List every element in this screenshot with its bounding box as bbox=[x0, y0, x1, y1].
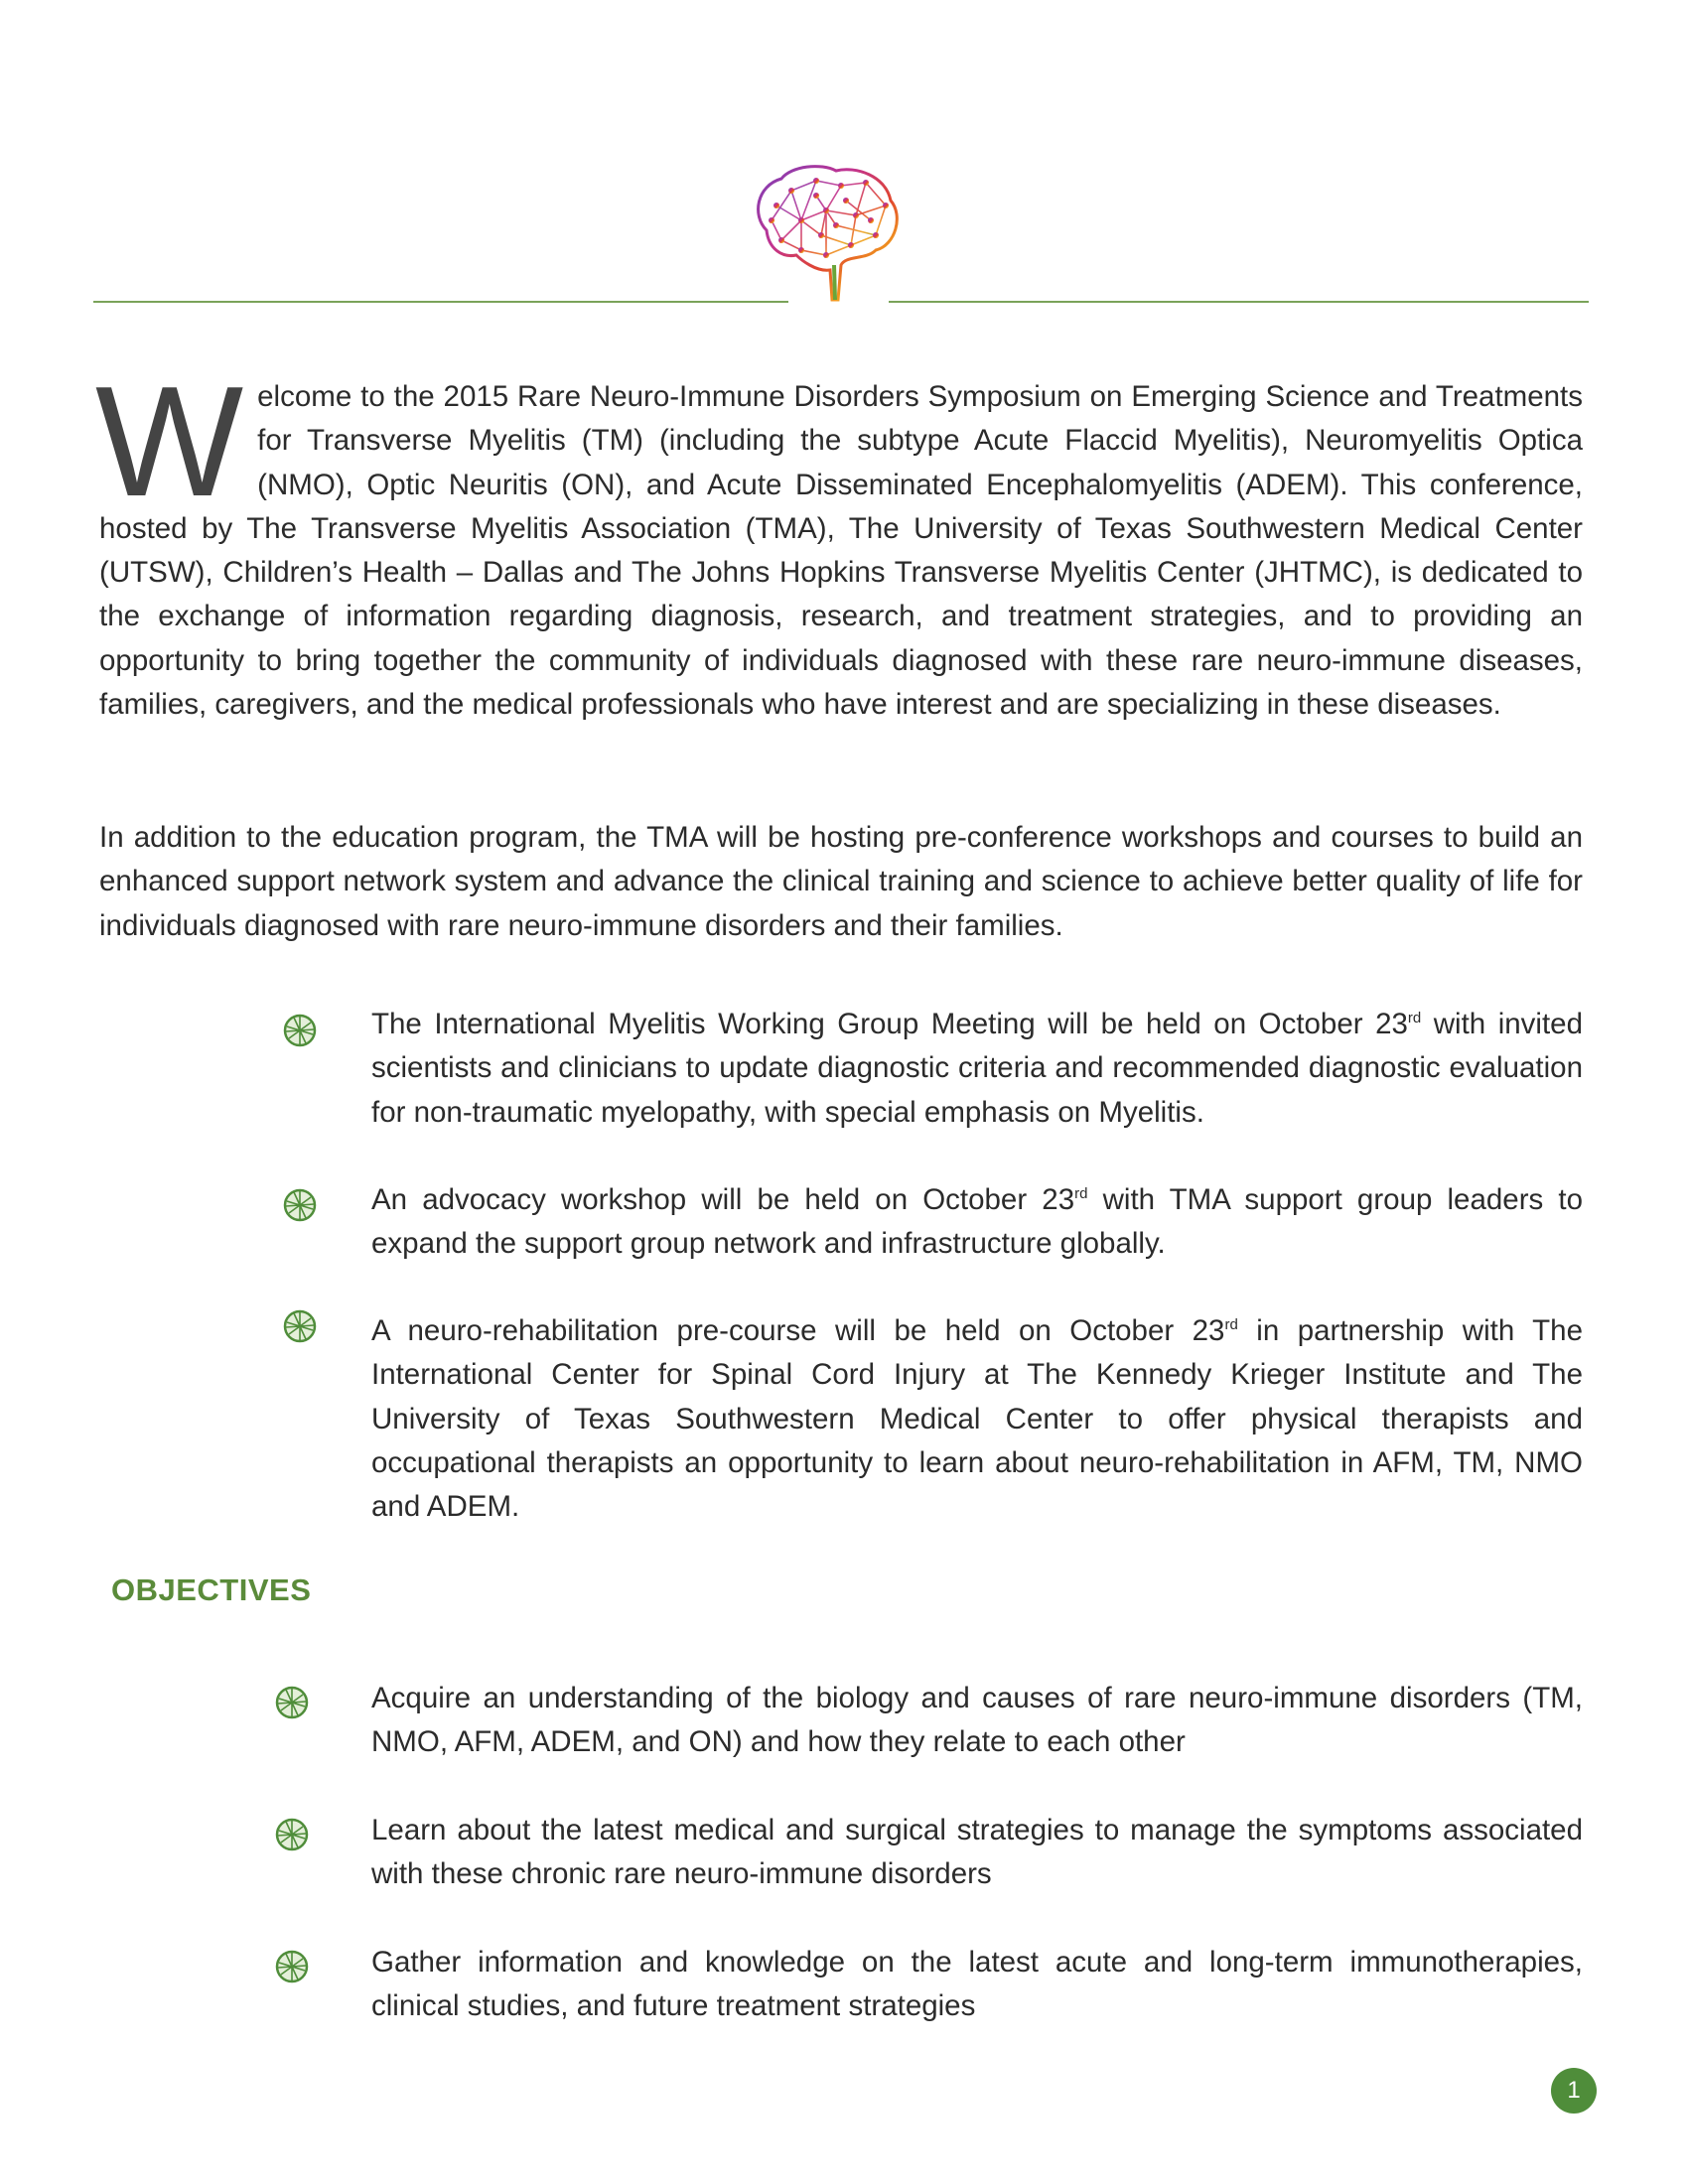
green-network-ball-icon bbox=[282, 1308, 318, 1344]
ordinal-suffix: rd bbox=[1224, 1316, 1238, 1334]
green-network-ball-icon bbox=[274, 1685, 310, 1720]
objectives-heading: OBJECTIVES bbox=[111, 1572, 312, 1607]
workshop-text: in partnership with The International Center for Spinal Cord Injury at The Kennedy Krieger Institute and The University of Texas Southwestern Medical Center to offer physical therapists and occupational therapists an opportunity to learn about neuro-rehabilitation in AFM, TM, NMO and ADEM. bbox=[371, 1314, 1583, 1524]
green-network-ball-icon bbox=[282, 1013, 318, 1048]
green-network-ball-icon bbox=[282, 1187, 318, 1223]
workshop-text: with invited scientists and clinicians to update diagnostic criteria and recommended diagnostic evaluation for non-traumatic myelopathy, with special emphasis on Myelitis. bbox=[371, 1008, 1583, 1129]
ordinal-suffix: rd bbox=[1407, 1010, 1422, 1027]
header-rule-left bbox=[93, 301, 788, 303]
workshop-text: An advocacy workshop will be held on October 23 bbox=[371, 1183, 1075, 1216]
workshop-text: with TMA support group leaders to expand the support group network and infrastructure globally. bbox=[371, 1183, 1583, 1261]
welcome-text: elcome to the 2015 Rare Neuro-Immune Disorders Symposium on Emerging Science and Treatments for Transverse Myelitis (TM) (including the subtype Acute Flaccid Myelitis), Neuromyelitis Optica (NMO), Optic Neuritis (ON), and Acute Disseminated Encephalomyelitis (ADEM). This conference, hosted by The Transverse Myelitis Association (TMA), The University of Texas Southwestern Medical Center (UTSW), Children’s Health – Dallas and The Johns Hopkins Transverse Myelitis Center (JHTMC), is dedicated to the exchange of information regarding diagnosis, research, and treatment strategies, and to providing an opportunity to bring together the community of individuals diagnosed with these rare neuro-immune diseases, families, caregivers, and the medical professionals who have interest and are specializing in these diseases. bbox=[99, 380, 1583, 722]
objective-item: Acquire an understanding of the biology and causes of rare neuro-immune disorders (TM, NMO, AFM, ADEM, and ON) and how they relate to each other bbox=[371, 1682, 1583, 1759]
drop-cap: W bbox=[95, 354, 244, 529]
workshop-item bbox=[371, 1309, 1583, 1529]
workshop-text: The International Myelitis Working Group Meeting will be held on October 23 bbox=[371, 1008, 1408, 1040]
welcome-paragraph bbox=[95, 354, 1583, 727]
brain-network-icon bbox=[747, 161, 906, 308]
header-rule-right bbox=[889, 301, 1589, 303]
workshop-item bbox=[371, 1178, 1583, 1267]
addition-paragraph: In addition to the education program, the TMA will be hosting pre-conference workshops and courses to build an enhanced support network system and advance the clinical training and science to achieve better quality of life for individuals diagnosed with rare neuro-immune disorders and their families. bbox=[99, 821, 1583, 942]
objective-item: Gather information and knowledge on the latest acute and long-term immunotherapies, clinical studies, and future treatment strategies bbox=[371, 1946, 1583, 2023]
green-network-ball-icon bbox=[274, 1949, 310, 1984]
page-number: 1 bbox=[1551, 2068, 1597, 2114]
objective-item: Learn about the latest medical and surgical strategies to manage the symptoms associated with these chronic rare neuro-immune disorders bbox=[371, 1814, 1583, 1891]
workshop-item bbox=[371, 1003, 1583, 1135]
workshop-text: A neuro-rehabilitation pre-course will be held on October 23 bbox=[371, 1314, 1225, 1347]
green-network-ball-icon bbox=[274, 1817, 310, 1852]
ordinal-suffix: rd bbox=[1074, 1185, 1088, 1203]
